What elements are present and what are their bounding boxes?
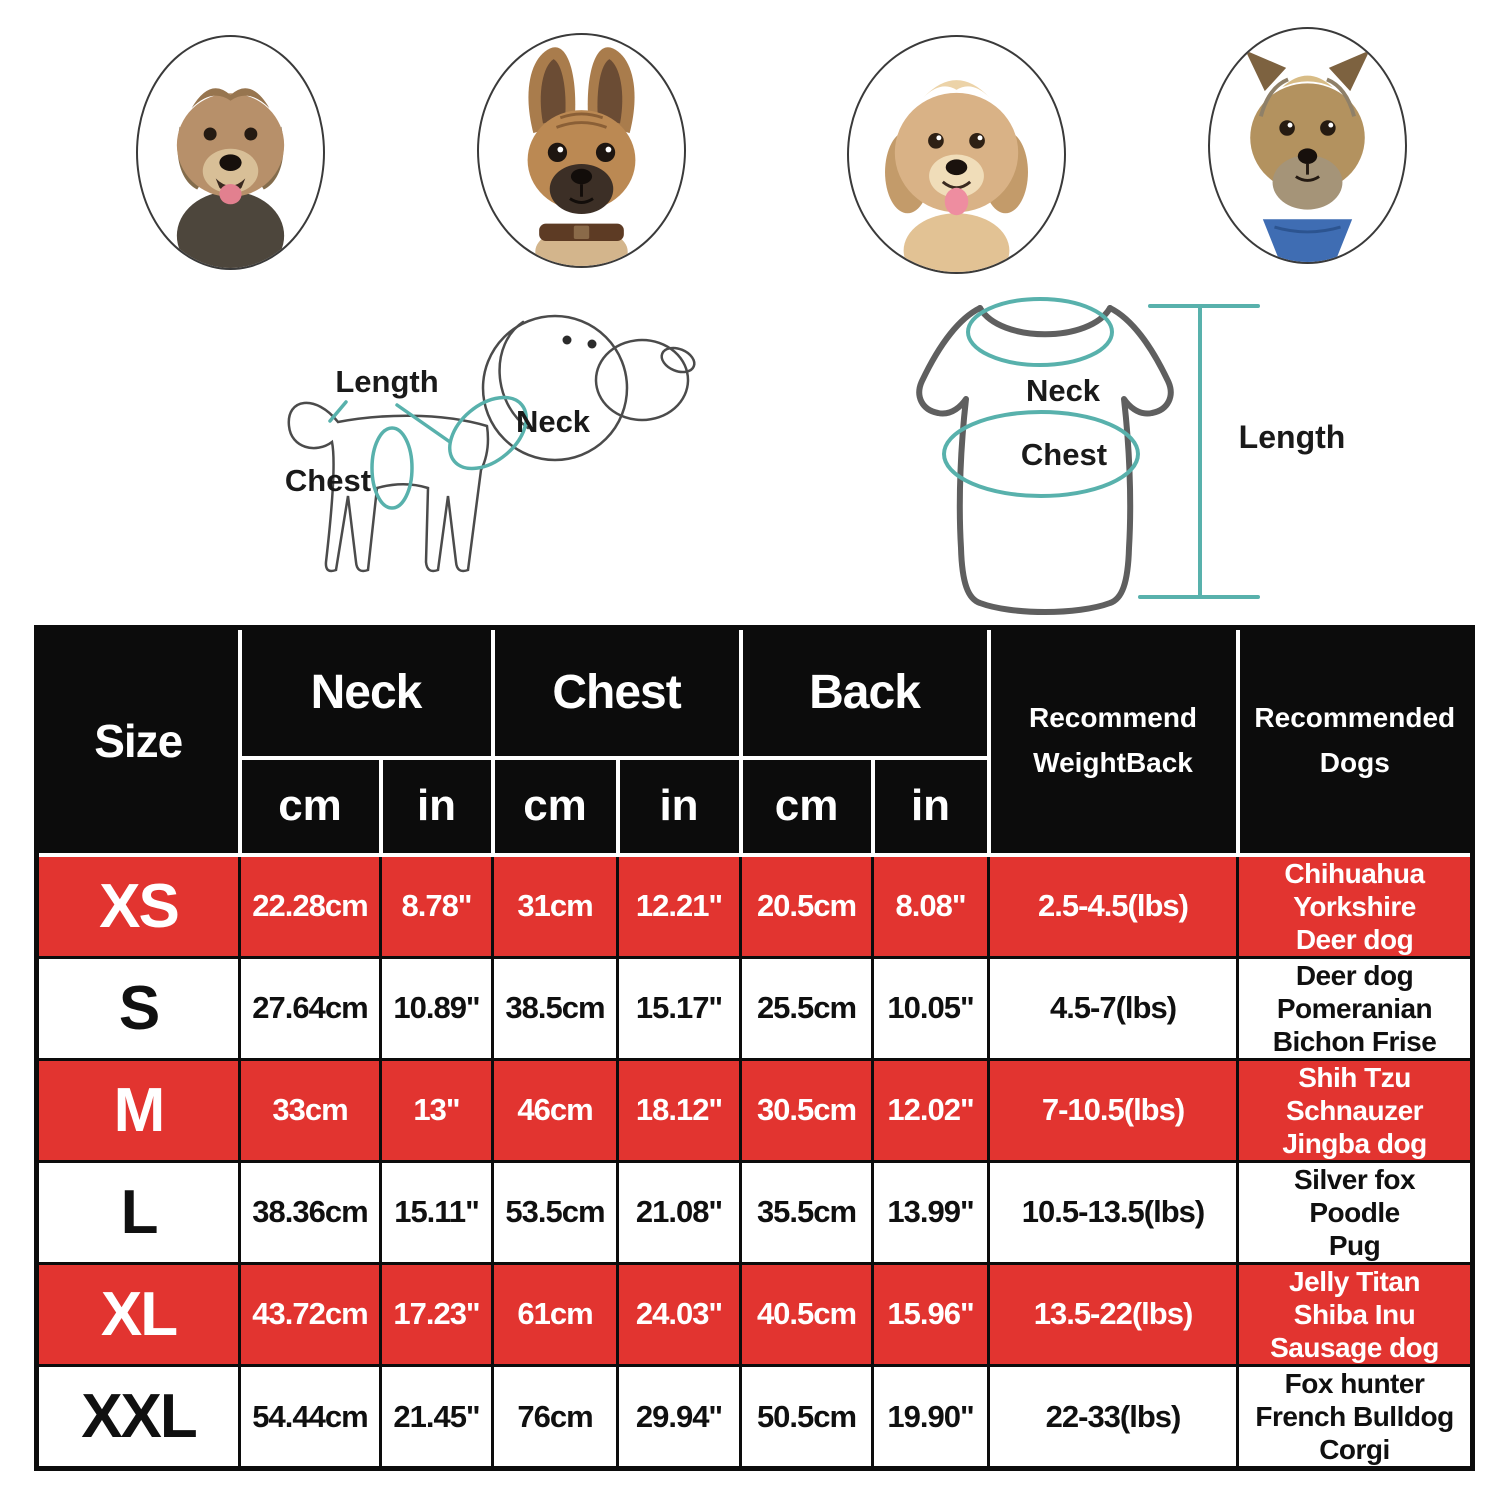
back-in-cell: 13.99" (873, 1161, 989, 1263)
dog-length-label: Length (335, 364, 439, 399)
chest-cm-cell: 61cm (493, 1263, 618, 1365)
dog-breed-line: Corgi (1319, 1434, 1390, 1466)
neck-cm-cell: 33cm (240, 1059, 381, 1161)
header-recommended-dogs-line2: Dogs (1319, 747, 1390, 779)
size-table (34, 625, 1475, 1471)
dog-breed-line: Pug (1328, 1229, 1381, 1261)
dog-breed-line: Fox hunter (1284, 1367, 1425, 1399)
chest-in-cell: 24.03" (618, 1263, 741, 1365)
header-neck-cm: cm (240, 758, 381, 855)
neck-cm-cell: 27.64cm (240, 957, 381, 1059)
neck-in-cell: 8.78" (381, 855, 493, 958)
neck-in-cell: 15.11" (381, 1161, 493, 1263)
dog-chest-label: Chest (284, 463, 372, 498)
dog-breed-line: Jelly Titan (1289, 1265, 1420, 1297)
dog-outline-sketch (289, 316, 698, 571)
french-bulldog-illustration (479, 35, 684, 266)
terrier-mix-illustration (138, 37, 323, 268)
chest-cm-cell: 38.5cm (493, 957, 618, 1059)
header-chest-in: in (618, 758, 741, 855)
header-neck-in: in (381, 758, 493, 855)
weight-cell: 10.5-13.5(lbs) (989, 1161, 1238, 1263)
size-row-xxl (37, 1365, 1473, 1468)
size-cell: XS (37, 855, 240, 958)
neck-cm-cell: 43.72cm (240, 1263, 381, 1365)
size-cell: XL (37, 1263, 240, 1365)
dogs-cell (1238, 1161, 1473, 1263)
size-row-xl (37, 1263, 1473, 1365)
chest-cm-cell: 76cm (493, 1365, 618, 1468)
dog-breed-line: Deer dog (1295, 959, 1414, 991)
chest-in-cell: 15.17" (618, 957, 741, 1059)
back-in-cell: 10.05" (873, 957, 989, 1059)
header-recommend-weight (989, 628, 1238, 855)
size-table-container (34, 625, 1475, 1471)
neck-cm-cell: 54.44cm (240, 1365, 381, 1468)
header-back-cm: cm (741, 758, 873, 855)
dogs-cell (1238, 1263, 1473, 1365)
dog-breed-line: Poodle (1309, 1196, 1400, 1228)
size-table-body (37, 855, 1473, 1469)
size-cell: L (37, 1161, 240, 1263)
weight-cell: 22-33(lbs) (989, 1365, 1238, 1468)
back-cm-cell: 50.5cm (741, 1365, 873, 1468)
dog-breed-line: Yorkshire (1293, 890, 1416, 922)
shirt-neck-label: Neck (1025, 373, 1101, 408)
shirt-length-label: Length (1238, 419, 1346, 455)
back-cm-cell: 20.5cm (741, 855, 873, 958)
dog-neck-label: Neck (515, 404, 591, 439)
size-cell: S (37, 957, 240, 1059)
weight-cell: 4.5-7(lbs) (989, 957, 1238, 1059)
dog-eye-right (588, 340, 597, 349)
size-cell: M (37, 1059, 240, 1161)
back-in-cell: 19.90" (873, 1365, 989, 1468)
yorkshire-terrier-illustration (1210, 29, 1405, 262)
weight-cell: 13.5-22(lbs) (989, 1263, 1238, 1365)
dog-breed-line: Deer dog (1295, 923, 1414, 955)
neck-in-cell: 17.23" (381, 1263, 493, 1365)
size-row-s (37, 957, 1473, 1059)
back-cm-cell: 30.5cm (741, 1059, 873, 1161)
dog-eye-left (563, 336, 572, 345)
header-back: Back (741, 628, 989, 758)
dog-photo-french-bulldog (477, 33, 686, 268)
chest-cm-cell: 31cm (493, 855, 618, 958)
dog-breed-line: Schnauzer (1285, 1094, 1424, 1126)
back-cm-cell: 35.5cm (741, 1161, 873, 1263)
dogs-cell (1238, 1059, 1473, 1161)
back-cm-cell: 40.5cm (741, 1263, 873, 1365)
dog-breed-line: Sausage dog (1270, 1331, 1439, 1363)
dogs-cell (1238, 957, 1473, 1059)
header-recommended-dogs-line1: Recommended (1254, 702, 1456, 734)
header-neck: Neck (240, 628, 493, 758)
dog-breed-line: French Bulldog (1255, 1401, 1454, 1432)
dog-measure-diagram (280, 300, 700, 600)
neck-in-cell: 10.89" (381, 957, 493, 1059)
dogs-cell (1238, 855, 1473, 958)
chest-cm-cell: 53.5cm (493, 1161, 618, 1263)
header-chest-cm: cm (493, 758, 618, 855)
neck-in-cell: 13" (381, 1059, 493, 1161)
size-row-xs (37, 855, 1473, 958)
dog-breed-line: Shiba Inu (1293, 1298, 1416, 1330)
dog-breed-line: Silver fox (1293, 1163, 1416, 1195)
header-recommended-dogs (1238, 628, 1473, 855)
header-recommend-weight-line2: WeightBack (1033, 747, 1193, 779)
header-size: Size (37, 628, 240, 855)
size-row-l (37, 1161, 1473, 1263)
dog-photo-terrier-mix (136, 35, 325, 270)
neck-in-cell: 21.45" (381, 1365, 493, 1468)
dog-photo-yorkshire-terrier (1208, 27, 1407, 264)
back-cm-cell: 25.5cm (741, 957, 873, 1059)
shirt-measure-diagram (900, 293, 1380, 618)
header-recommend-weight-line1: Recommend (1028, 702, 1198, 734)
dog-breed-line: Bichon Frise (1272, 1025, 1437, 1057)
dogs-cell (1238, 1365, 1473, 1468)
chest-in-cell: 18.12" (618, 1059, 741, 1161)
size-row-m (37, 1059, 1473, 1161)
chest-cm-cell: 46cm (493, 1059, 618, 1161)
back-in-cell: 8.08" (873, 855, 989, 958)
chest-in-cell: 29.94" (618, 1365, 741, 1468)
dog-breed-line: Chihuahua (1284, 857, 1425, 889)
dog-breed-line: Jingba dog (1282, 1127, 1427, 1159)
weight-cell: 7-10.5(lbs) (989, 1059, 1238, 1161)
header-chest: Chest (493, 628, 741, 758)
dog-breed-line: Pomeranian (1276, 992, 1433, 1024)
chest-in-cell: 21.08" (618, 1161, 741, 1263)
size-cell: XXL (37, 1365, 240, 1468)
shirt-chest-label: Chest (1020, 437, 1108, 472)
dog-photo-havanese-puppy (847, 35, 1066, 274)
weight-cell: 2.5-4.5(lbs) (989, 855, 1238, 958)
havanese-puppy-illustration (849, 37, 1064, 272)
back-in-cell: 15.96" (873, 1263, 989, 1365)
neck-cm-cell: 22.28cm (240, 855, 381, 958)
back-in-cell: 12.02" (873, 1059, 989, 1161)
neck-cm-cell: 38.36cm (240, 1161, 381, 1263)
header-back-in: in (873, 758, 989, 855)
dog-breed-line: Shih Tzu (1298, 1061, 1411, 1093)
chest-in-cell: 12.21" (618, 855, 741, 958)
